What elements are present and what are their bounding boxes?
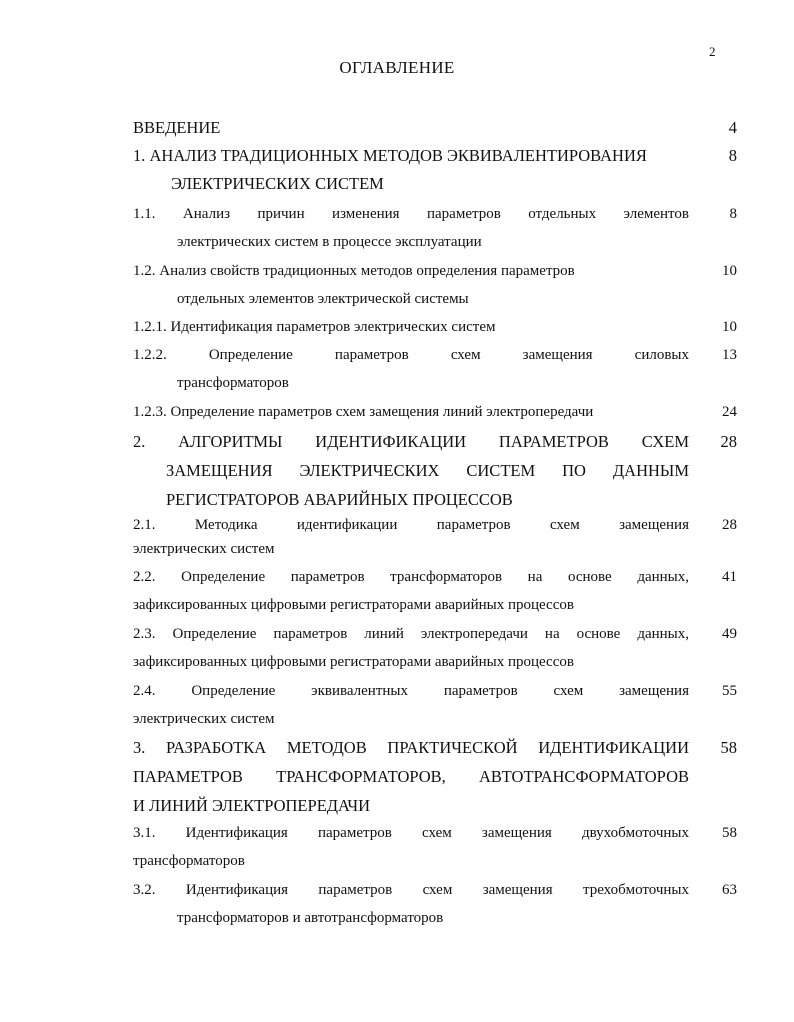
toc-entry-text: 1. АНАЛИЗ ТРАДИЦИОННЫХ МЕТОДОВ ЭКВИВАЛЕНТИРОВАНИЯ bbox=[133, 146, 647, 165]
toc-entry-page: 63 bbox=[722, 882, 737, 898]
toc-entry-text-continued: ПАРАМЕТРОВ ТРАНСФОРМАТОРОВ, АВТОТРАНСФОРМАТОРОВ bbox=[133, 767, 689, 786]
toc-entry-page: 49 bbox=[722, 626, 737, 642]
toc-entry-text: 1.2.3. Определение параметров схем замещения линий электропередачи bbox=[133, 404, 594, 420]
toc-entry-text-continued: зафиксированных цифровыми регистраторами аварийных процессов bbox=[133, 654, 574, 670]
toc-entry-text-continued: И ЛИНИЙ ЭЛЕКТРОПЕРЕДАЧИ bbox=[133, 796, 371, 815]
toc-entry-page: 28 bbox=[722, 517, 737, 533]
toc-entry-section-2-1 bbox=[133, 513, 737, 561]
toc-entry-text-continued: трансформаторов и автотрансформаторов bbox=[177, 910, 444, 926]
toc-entry-text: 2. АЛГОРИТМЫ ИДЕНТИФИКАЦИИ ПАРАМЕТРОВ СХЕМ bbox=[133, 432, 689, 451]
toc-entry-page: 13 bbox=[722, 347, 737, 363]
toc-entry-page: 24 bbox=[722, 404, 737, 420]
toc-entry-section-2-4 bbox=[133, 677, 737, 733]
toc-entry-text-continued: ЭЛЕКТРИЧЕСКИХ СИСТЕМ bbox=[171, 174, 384, 193]
toc-entry-page: 41 bbox=[722, 569, 737, 585]
toc-entry-text-continued: трансформаторов bbox=[133, 853, 245, 869]
toc-entry-page: 28 bbox=[720, 432, 737, 451]
toc-entry-text: 3.2. Идентификация параметров схем замещения трехобмоточных bbox=[133, 882, 689, 898]
toc-entry-section-1-2-3 bbox=[133, 398, 737, 426]
toc-entry-text: 3. РАЗРАБОТКА МЕТОДОВ ПРАКТИЧЕСКОЙ ИДЕНТИФИКАЦИИ bbox=[133, 738, 689, 757]
toc-entry-text: ВВЕДЕНИЕ bbox=[133, 118, 221, 137]
toc-entry-section-3-2 bbox=[133, 876, 737, 932]
toc-entry-section-1-2 bbox=[133, 257, 737, 313]
toc-entry-page: 58 bbox=[720, 738, 737, 757]
toc-entry-text-continued: ЗАМЕЩЕНИЯ ЭЛЕКТРИЧЕСКИХ СИСТЕМ ПО ДАННЫМ bbox=[166, 461, 689, 480]
toc-entry-text-continued: электрических систем bbox=[133, 541, 275, 557]
toc-entry-text: 2.1. Методика идентификации параметров схем замещения bbox=[133, 517, 689, 533]
toc-entry-page: 55 bbox=[722, 683, 737, 699]
toc-entry-text: 3.1. Идентификация параметров схем замещения двухобмоточных bbox=[133, 825, 689, 841]
toc-entry-chapter-2 bbox=[133, 427, 737, 514]
toc-entry-section-1-2-2 bbox=[133, 341, 737, 397]
toc-entry-text: 1.2. Анализ свойств традиционных методов определения параметров bbox=[133, 263, 575, 279]
toc-entry-text-continued: зафиксированных цифровыми регистраторами аварийных процессов bbox=[133, 597, 574, 613]
toc-entry-section-2-3 bbox=[133, 620, 737, 676]
toc-entry-text-continued: электрических систем в процессе эксплуатации bbox=[177, 234, 482, 250]
toc-entry-text-continued: отдельных элементов электрической системы bbox=[177, 291, 469, 307]
page-number: 2 bbox=[709, 44, 716, 59]
page-title: ОГЛАВЛЕНИЕ bbox=[339, 58, 455, 77]
toc-entry-text: 1.2.2. Определение параметров схем замещения силовых bbox=[133, 347, 689, 363]
toc-entry-text-continued: РЕГИСТРАТОРОВ АВАРИЙНЫХ ПРОЦЕССОВ bbox=[166, 490, 513, 509]
toc-entry-page: 10 bbox=[722, 319, 737, 335]
toc-entry-section-1-1 bbox=[133, 200, 737, 256]
toc-entry-text: 2.4. Определение эквивалентных параметров схем замещения bbox=[133, 683, 689, 699]
toc-entry-chapter-1 bbox=[133, 142, 737, 198]
toc-entry-section-2-2 bbox=[133, 563, 737, 619]
toc-entry-section-3-1 bbox=[133, 819, 737, 875]
toc-entry-page: 58 bbox=[722, 825, 737, 841]
toc-entry-page: 10 bbox=[722, 263, 737, 279]
toc-entry-text: 2.2. Определение параметров трансформаторов на основе данных, bbox=[133, 569, 689, 585]
toc-entry-page: 8 bbox=[728, 146, 737, 165]
toc-entry-chapter-3 bbox=[133, 733, 737, 820]
toc-entry-introduction bbox=[133, 114, 737, 142]
toc-entry-page: 8 bbox=[729, 206, 737, 222]
toc-entry-text-continued: трансформаторов bbox=[177, 375, 289, 391]
toc-entry-text-continued: электрических систем bbox=[133, 711, 275, 727]
toc-entry-text: 1.1. Анализ причин изменения параметров отдельных элементов bbox=[133, 206, 689, 222]
toc-entry-text: 1.2.1. Идентификация параметров электрических систем bbox=[133, 319, 496, 335]
toc-entry-section-1-2-1 bbox=[133, 313, 737, 341]
toc-entry-text: 2.3. Определение параметров линий электропередачи на основе данных, bbox=[133, 626, 689, 642]
toc-entry-page: 4 bbox=[728, 118, 737, 137]
